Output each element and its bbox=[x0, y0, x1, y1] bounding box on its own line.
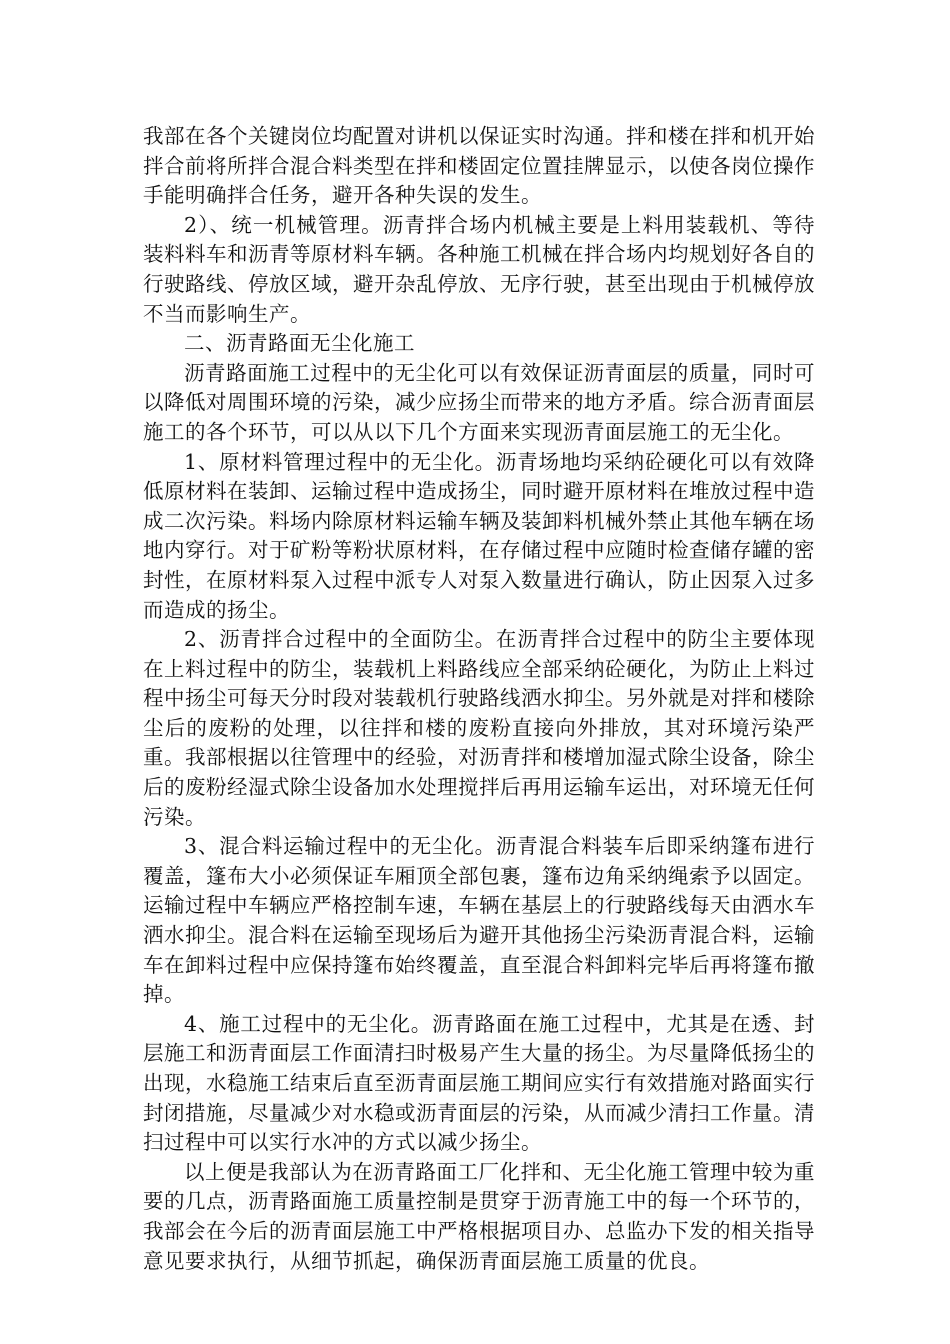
paragraph-7: 4、施工过程中的无尘化。沥青路面在施工过程中，尤其是在透、封层施工和沥青面层工作面清扫时极易产生大量的扬尘。为尽量降低扬尘的出现，水稳施工结束后直至沥青面层施工期间应实行有效措施对路面实行封闭措施，尽量减少对水稳或沥青面层的污染，从而减少清扫工作量。清扫过程中可以实行水冲的方式以减少扬尘。 bbox=[143, 1011, 815, 1155]
paragraph-2: 2）、统一机械管理。沥青拌合场内机械主要是上料用装载机、等待装料料车和沥青等原材料车辆。各种施工机械在拌合场内均规划好各自的行驶路线、停放区域，避开杂乱停放、无序行驶，甚至出现由于机械停放不当而影响生产。 bbox=[143, 212, 815, 326]
paragraph-5: 2、沥青拌合过程中的全面防尘。在沥青拌合过程中的防尘主要体现在上料过程中的防尘，装载机上料路线应全部采纳砼硬化，为防止上料过程中扬尘可每天分时段对装载机行驶路线洒水抑尘。另外就是对拌和楼除尘后的废粉的处理，以往拌和楼的废粉直接向外排放，其对环境污染严重。我部根据以往管理中的经验，对沥青拌和楼增加湿式除尘设备，除尘后的废粉经湿式除尘设备加水处理搅拌后再用运输车运出，对环境无任何污染。 bbox=[143, 627, 815, 829]
document-body bbox=[143, 122, 815, 1276]
paragraph-8: 以上便是我部认为在沥青路面工厂化拌和、无尘化施工管理中较为重要的几点，沥青路面施工质量控制是贯穿于沥青施工中的每一个环节的，我部会在今后的沥青面层施工中严格根据项目办、总监办下发的相关指导意见要求执行，从细节抓起，确保沥青面层施工质量的优良。 bbox=[143, 1159, 815, 1273]
paragraph-6: 3、混合料运输过程中的无尘化。沥青混合料装车后即采纳篷布进行覆盖，篷布大小必须保证车厢顶全部包裹，篷布边角采纳绳索予以固定。运输过程中车辆应严格控制车速，车辆在基层上的行驶路线每天由洒水车洒水抑尘。混合料在运输至现场后为避开其他扬尘污染沥青混合料，运输车在卸料过程中应保持篷布始终覆盖，直至混合料卸料完毕后再将篷布撤掉。 bbox=[143, 834, 815, 1007]
section-heading: 二、沥青路面无尘化施工 bbox=[184, 331, 415, 356]
paragraph-3: 沥青路面施工过程中的无尘化可以有效保证沥青面层的质量，同时可以降低对周围环境的污染，减少应扬尘而带来的地方矛盾。综合沥青面层施工的各个环节，可以从以下几个方面来实现沥青面层施工的无尘化。 bbox=[143, 360, 815, 444]
paragraph-4: 1、原材料管理过程中的无尘化。沥青场地均采纳砼硬化可以有效降低原材料在装卸、运输过程中造成扬尘，同时避开原材料在堆放过程中造成二次污染。料场内除原材料运输车辆及装卸料机械外禁止其他车辆在场地内穿行。对于矿粉等粉状原材料，在存储过程中应随时检查储存罐的密封性，在原材料泵入过程中派专人对泵入数量进行确认，防止因泵入过多而造成的扬尘。 bbox=[143, 449, 815, 622]
paragraph-1: 我部在各个关键岗位均配置对讲机以保证实时沟通。拌和楼在拌和机开始拌合前将所拌合混合料类型在拌和楼固定位置挂牌显示，以使各岗位操作手能明确拌合任务，避开各种失误的发生。 bbox=[143, 124, 815, 208]
